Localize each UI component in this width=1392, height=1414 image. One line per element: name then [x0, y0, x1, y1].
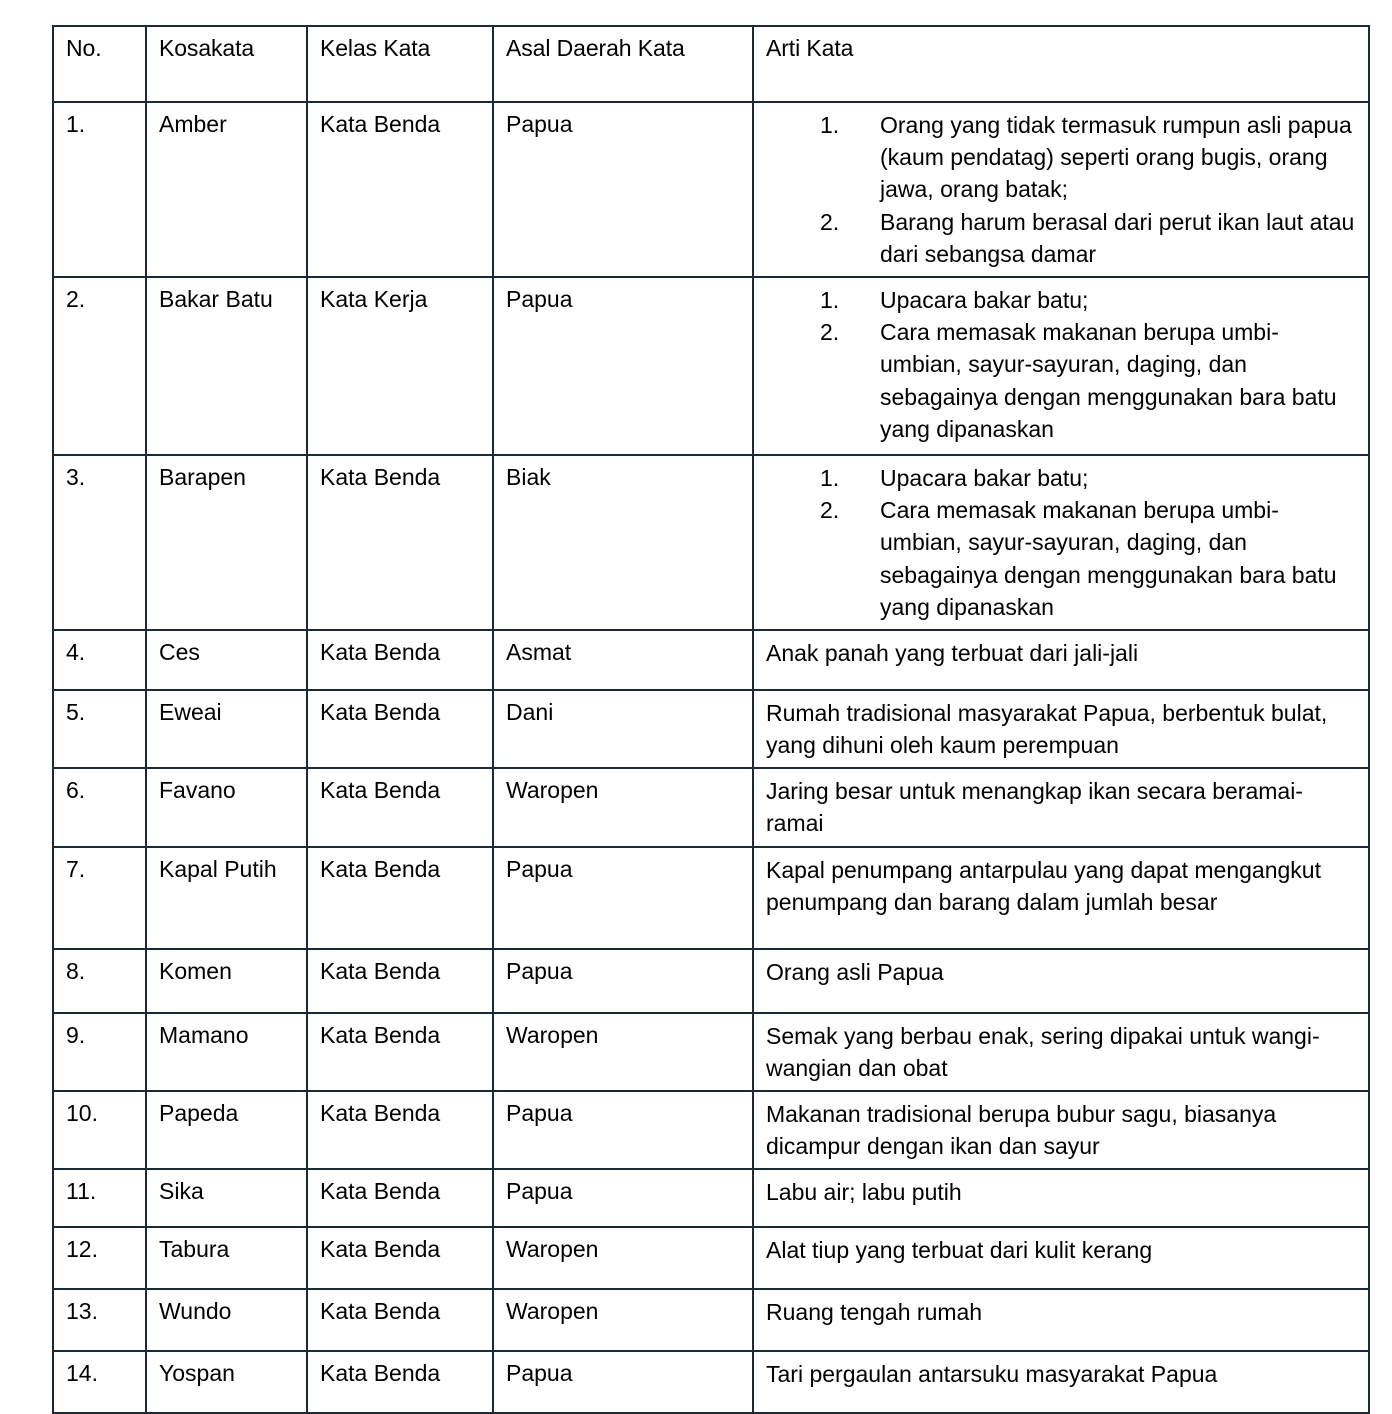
table-row: [53, 1091, 1369, 1169]
meaning-list-text: Upacara bakar batu;: [880, 286, 1089, 313]
cell-kosakata: Mamano: [146, 1013, 307, 1091]
meaning-list-number: 1.: [820, 112, 840, 138]
meaning-list: [766, 109, 1358, 270]
cell-no: 13.: [53, 1289, 146, 1351]
cell-kelas-kata: Kata Benda: [307, 768, 493, 846]
meaning-text: Rumah tradisional masyarakat Papua, berbentuk bulat, yang dihuni oleh kaum perempuan: [766, 699, 1328, 759]
cell-arti-kata: [753, 1227, 1369, 1289]
cell-kelas-kata: Kata Kerja: [307, 277, 493, 455]
cell-no: 8.: [53, 949, 146, 1013]
meaning-list-number: 2.: [820, 208, 840, 235]
table-header: [53, 26, 1369, 102]
cell-kosakata: Tabura: [146, 1227, 307, 1289]
cell-kelas-kata: Kata Benda: [307, 847, 493, 949]
cell-arti-kata: [753, 690, 1369, 768]
cell-asal-daerah: Asmat: [493, 630, 753, 690]
meaning-list-text: Cara memasak makanan berupa umbi-umbian, sayur-sayuran, daging, dan sebagainya dengan menggunakan bara batu yang dipanaskan: [880, 497, 1337, 620]
meaning-text: Anak panah yang terbuat dari jali-jali: [766, 639, 1139, 666]
cell-asal-daerah: Papua: [493, 1169, 753, 1227]
meaning-list-text: Orang yang tidak termasuk rumpun asli papua (kaum pendatag) seperti orang bugis, orang jawa, orang batak;: [880, 112, 1352, 203]
column-header-kosakata: Kosakata: [146, 26, 307, 102]
cell-arti-kata: [753, 1289, 1369, 1351]
cell-no: 4.: [53, 630, 146, 690]
table-row: [53, 277, 1369, 455]
meaning-list-number: 2.: [820, 319, 840, 346]
cell-arti-kata: [753, 277, 1369, 455]
meaning-text: Jaring besar untuk menangkap ikan secara beramai-ramai: [766, 778, 1303, 837]
cell-arti-kata: [753, 455, 1369, 630]
cell-kelas-kata: Kata Benda: [307, 1091, 493, 1169]
meaning-list-number: 1.: [820, 286, 840, 313]
table-row: [53, 102, 1369, 277]
cell-kosakata: Sika: [146, 1169, 307, 1227]
cell-kelas-kata: Kata Benda: [307, 630, 493, 690]
table-row: [53, 847, 1369, 949]
cell-kosakata: Eweai: [146, 690, 307, 768]
cell-kelas-kata: Kata Benda: [307, 1351, 493, 1413]
cell-arti-kata: [753, 1169, 1369, 1227]
meaning-text: Semak yang berbau enak, sering dipakai untuk wangi-wangian dan obat: [766, 1022, 1320, 1081]
cell-kosakata: Wundo: [146, 1289, 307, 1351]
cell-asal-daerah: Papua: [493, 102, 753, 277]
cell-asal-daerah: Papua: [493, 1351, 753, 1413]
column-header-no: No.: [53, 26, 146, 102]
table-row: [53, 949, 1369, 1013]
meaning-list-item: [766, 494, 1358, 623]
table-header-row: [53, 26, 1369, 102]
table-row: [53, 1289, 1369, 1351]
cell-kosakata: Komen: [146, 949, 307, 1013]
cell-kosakata: Bakar Batu: [146, 277, 307, 455]
cell-arti-kata: [753, 949, 1369, 1013]
cell-asal-daerah: Papua: [493, 949, 753, 1013]
meaning-list-number: 2.: [820, 497, 840, 524]
cell-no: 11.: [53, 1169, 146, 1227]
meaning-list-text: Barang harum berasal dari perut ikan laut atau dari sebangsa damar: [880, 208, 1355, 267]
meaning-list: [766, 462, 1358, 623]
cell-kosakata: Favano: [146, 768, 307, 846]
cell-asal-daerah: Waropen: [493, 1227, 753, 1289]
table-row: [53, 630, 1369, 690]
cell-kosakata: Barapen: [146, 455, 307, 630]
table-row: [53, 690, 1369, 768]
cell-asal-daerah: Papua: [493, 277, 753, 455]
meaning-list-item: [766, 109, 1358, 206]
table-row: [53, 768, 1369, 846]
cell-arti-kata: [753, 768, 1369, 846]
vocabulary-table: [52, 25, 1370, 1414]
column-header-arti-kata: Arti Kata: [753, 26, 1369, 102]
cell-arti-kata: [753, 847, 1369, 949]
cell-kelas-kata: Kata Benda: [307, 1169, 493, 1227]
cell-arti-kata: [753, 1351, 1369, 1413]
meaning-list-item: [766, 284, 1358, 316]
table-row: [53, 1169, 1369, 1227]
meaning-list: [766, 284, 1358, 445]
cell-asal-daerah: Waropen: [493, 768, 753, 846]
cell-arti-kata: [753, 1013, 1369, 1091]
cell-no: 7.: [53, 847, 146, 949]
cell-no: 1.: [53, 102, 146, 277]
table-row: [53, 1013, 1369, 1091]
meaning-text: Ruang tengah rumah: [766, 1299, 983, 1326]
meaning-list-item: [766, 462, 1358, 494]
meaning-text: Labu air; labu putih: [766, 1179, 962, 1206]
cell-arti-kata: [753, 630, 1369, 690]
cell-no: 14.: [53, 1351, 146, 1413]
cell-asal-daerah: Waropen: [493, 1289, 753, 1351]
column-header-asal-daerah-kata: Asal Daerah Kata: [493, 26, 753, 102]
table-row: [53, 1351, 1369, 1413]
meaning-list-item: [766, 206, 1358, 270]
cell-kelas-kata: Kata Benda: [307, 1289, 493, 1351]
cell-kelas-kata: Kata Benda: [307, 455, 493, 630]
cell-kelas-kata: Kata Benda: [307, 1013, 493, 1091]
meaning-text: Makanan tradisional berupa bubur sagu, biasanya dicampur dengan ikan dan sayur: [766, 1101, 1277, 1160]
cell-arti-kata: [753, 102, 1369, 277]
cell-kosakata: Kapal Putih: [146, 847, 307, 949]
cell-no: 6.: [53, 768, 146, 846]
cell-no: 10.: [53, 1091, 146, 1169]
meaning-text: Tari pergaulan antarsuku masyarakat Papua: [766, 1361, 1218, 1388]
column-header-kelas-kata: Kelas Kata: [307, 26, 493, 102]
cell-kosakata: Yospan: [146, 1351, 307, 1413]
cell-kelas-kata: Kata Benda: [307, 949, 493, 1013]
cell-kosakata: Amber: [146, 102, 307, 277]
cell-kosakata: Papeda: [146, 1091, 307, 1169]
cell-kelas-kata: Kata Benda: [307, 1227, 493, 1289]
cell-arti-kata: [753, 1091, 1369, 1169]
meaning-text: Alat tiup yang terbuat dari kulit kerang: [766, 1237, 1153, 1264]
cell-no: 2.: [53, 277, 146, 455]
cell-no: 5.: [53, 690, 146, 768]
cell-kosakata: Ces: [146, 630, 307, 690]
table-row: [53, 455, 1369, 630]
table-row: [53, 1227, 1369, 1289]
meaning-list-number: 1.: [820, 464, 840, 491]
cell-no: 9.: [53, 1013, 146, 1091]
meaning-list-item: [766, 316, 1358, 445]
meaning-text: Kapal penumpang antarpulau yang dapat mengangkut penumpang dan barang dalam jumlah besar: [766, 856, 1321, 915]
table-body: [53, 102, 1369, 1413]
cell-asal-daerah: Papua: [493, 847, 753, 949]
meaning-text: Orang asli Papua: [766, 958, 944, 985]
cell-asal-daerah: Biak: [493, 455, 753, 630]
cell-kelas-kata: Kata Benda: [307, 102, 493, 277]
cell-no: 3.: [53, 455, 146, 630]
meaning-list-text: Cara memasak makanan berupa umbi-umbian, sayur-sayuran, daging, dan sebagainya dengan menggunakan bara batu yang dipanaskan: [880, 319, 1337, 442]
cell-kelas-kata: Kata Benda: [307, 690, 493, 768]
cell-no: 12.: [53, 1227, 146, 1289]
cell-asal-daerah: Waropen: [493, 1013, 753, 1091]
cell-asal-daerah: Dani: [493, 690, 753, 768]
cell-asal-daerah: Papua: [493, 1091, 753, 1169]
meaning-list-text: Upacara bakar batu;: [880, 464, 1089, 491]
